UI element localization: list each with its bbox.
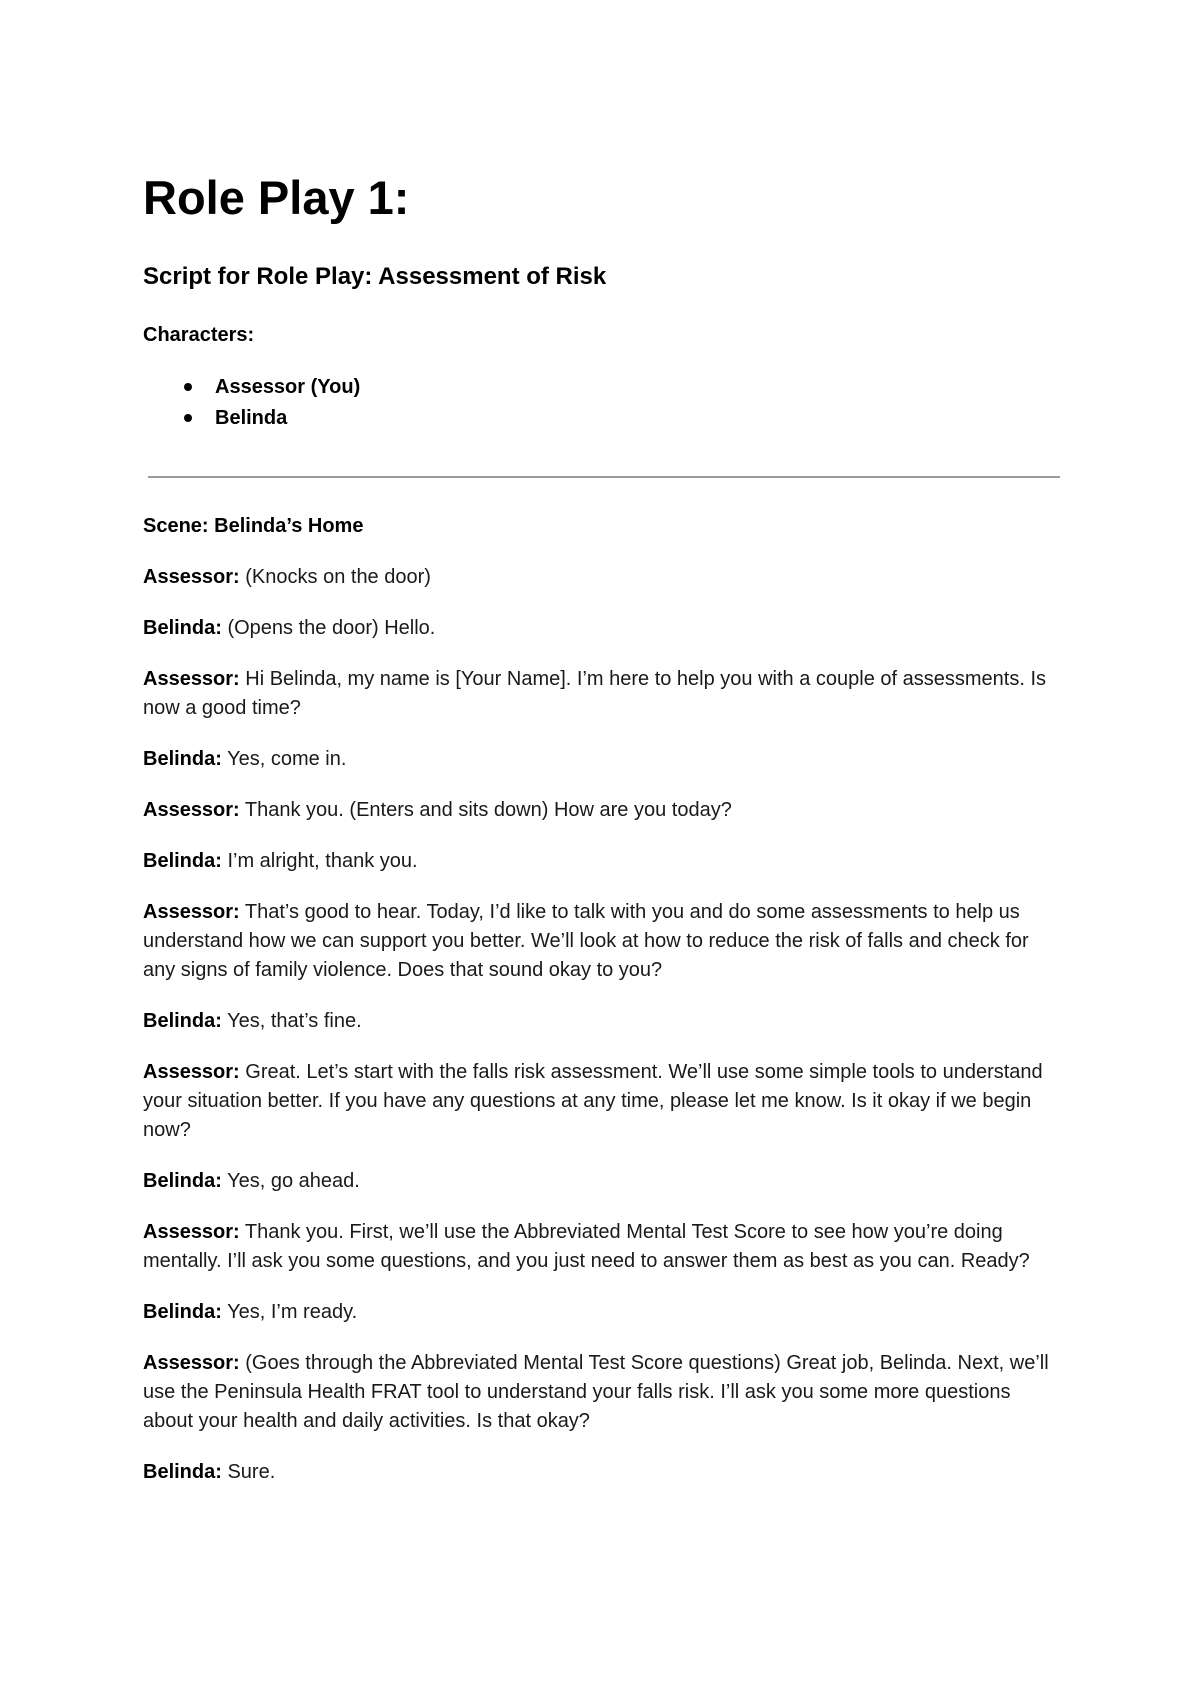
dialogue-line	[143, 1458, 1063, 1487]
characters-list	[143, 374, 360, 436]
speaker-label: Assessor:	[143, 1061, 240, 1083]
dialogue-line	[143, 1007, 1063, 1036]
speaker-label: Belinda:	[143, 850, 222, 872]
speaker-label: Assessor:	[143, 799, 240, 821]
bullet-icon	[184, 383, 192, 391]
speaker-label: Assessor:	[143, 668, 240, 690]
dialogue-text: Thank you. (Enters and sits down) How are you today?	[239, 799, 732, 821]
dialogue-text: Yes, go ahead.	[221, 1170, 360, 1192]
characters-label: Characters:	[143, 324, 255, 346]
dialogue-line	[143, 745, 1063, 774]
dialogue-line	[143, 1298, 1063, 1327]
speaker-label: Belinda:	[143, 1461, 222, 1483]
dialogue-line	[143, 796, 1063, 825]
speaker-label: Assessor:	[143, 1221, 240, 1243]
document-title: Role Play 1:	[143, 171, 410, 224]
dialogue-text: Thank you. First, we’ll use the Abbreviated Mental Test Score to see how you’re doing mentally. I’ll ask you some questions, and you just need to answer them as best as you can. Ready?	[143, 1221, 1030, 1272]
speaker-label: Assessor:	[143, 901, 240, 923]
dialogue-line	[143, 898, 1063, 985]
speaker-label: Assessor:	[143, 1352, 240, 1374]
script-body	[143, 512, 1063, 1509]
speaker-label: Belinda:	[143, 1170, 222, 1192]
dialogue-text: (Knocks on the door)	[239, 566, 431, 588]
dialogue-text: Great. Let’s start with the falls risk assessment. We’ll use some simple tools to understand your situation better. If you have any questions at any time, please let me know. Is it okay if we begin now?	[143, 1061, 1043, 1141]
dialogue-line	[143, 1218, 1063, 1276]
document-subtitle: Script for Role Play: Assessment of Risk	[143, 263, 607, 290]
dialogue-text: (Opens the door) Hello.	[221, 617, 436, 639]
dialogue-line	[143, 563, 1063, 592]
dialogue-text: Yes, come in.	[221, 748, 347, 770]
speaker-label: Belinda:	[143, 1010, 222, 1032]
character-name: Belinda	[215, 407, 288, 429]
dialogue-line	[143, 847, 1063, 876]
bullet-icon	[184, 414, 192, 422]
dialogue-line	[143, 614, 1063, 643]
speaker-label: Belinda:	[143, 748, 222, 770]
dialogue-line	[143, 1349, 1063, 1436]
dialogue-line	[143, 1058, 1063, 1145]
dialogue-text: Yes, that’s fine.	[221, 1010, 362, 1032]
speaker-label: Belinda:	[143, 617, 222, 639]
dialogue-text: Hi Belinda, my name is [Your Name]. I’m here to help you with a couple of assessments. Is now a good time?	[143, 668, 1047, 719]
scene-heading: Scene: Belinda’s Home	[143, 515, 364, 537]
character-item	[143, 374, 360, 405]
character-name: Assessor (You)	[215, 376, 361, 398]
speaker-label: Assessor:	[143, 566, 240, 588]
dialogue-line	[143, 1167, 1063, 1196]
dialogue-text: Yes, I’m ready.	[221, 1301, 358, 1323]
dialogue-line	[143, 665, 1063, 723]
dialogue-text: Sure.	[221, 1461, 276, 1483]
dialogue-text: (Goes through the Abbreviated Mental Test Score questions) Great job, Belinda. Next, we’ll use the Peninsula Health FRAT tool to understand your falls risk. I’ll ask you some more questions about your health and daily activities. Is that okay?	[143, 1352, 1049, 1432]
dialogue-text: That’s good to hear. Today, I’d like to talk with you and do some assessments to help us understand how we can support you better. We’ll look at how to reduce the risk of falls and check for any signs of family violence. Does that sound okay to you?	[143, 901, 1029, 981]
character-item	[143, 405, 360, 436]
speaker-label: Belinda:	[143, 1301, 222, 1323]
dialogue-text: I’m alright, thank you.	[221, 850, 418, 872]
horizontal-divider	[148, 476, 1060, 478]
